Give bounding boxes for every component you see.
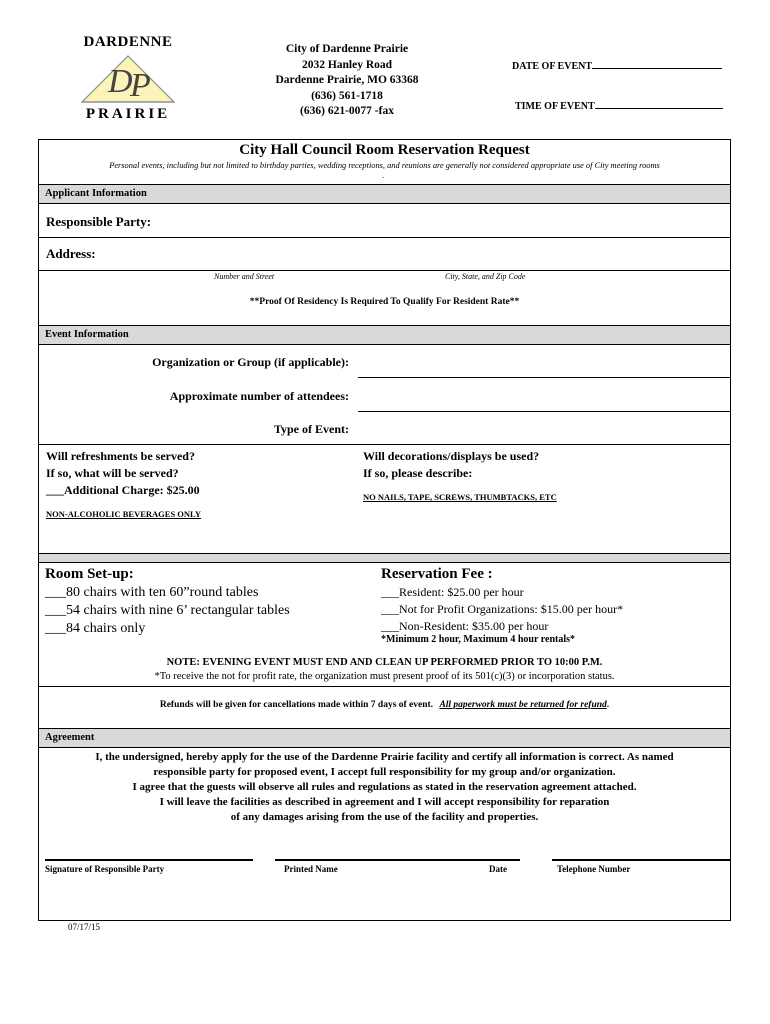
refund-policy-text: Refunds will be given for cancellations made within 7 days of event. — [159, 700, 434, 710]
room-option-round-tables[interactable]: ___80 chairs with ten 60”round tables — [45, 585, 259, 600]
agreement-line: I agree that the guests will observe all rules and regulations as stated in the reservation agreement attached. — [132, 781, 637, 793]
event-type-input[interactable] — [358, 418, 730, 444]
printed-name-label: Printed Name — [284, 864, 338, 874]
form-title: City Hall Council Room Reservation Request — [239, 142, 530, 158]
logo-monogram-p: P — [130, 67, 151, 104]
evening-event-note: NOTE: EVENING EVENT MUST END AND CLEAN UP PERFORMED PRIOR TO 10:00 P.M. — [166, 657, 603, 668]
date-of-event-label: DATE OF EVENT — [512, 61, 593, 72]
signature-label: Signature of Responsible Party — [45, 864, 165, 874]
minimum-rental-note: *Minimum 2 hour, Maximum 4 hour rentals* — [381, 634, 575, 645]
fee-option-nonresident[interactable]: ___Non-Resident: $35.00 per hour — [381, 619, 549, 633]
signature-line[interactable] — [45, 859, 253, 861]
address-input[interactable] — [110, 246, 720, 266]
city-logo — [72, 34, 184, 124]
organization-label: Organization or Group (if applicable): — [152, 355, 349, 369]
org-line: (636) 621-0077 -fax — [300, 105, 394, 117]
date-label: Date — [489, 864, 507, 874]
spacer-bar — [39, 554, 730, 563]
fee-options — [381, 584, 623, 635]
printed-name-line[interactable] — [275, 859, 520, 861]
org-line: City of Dardenne Prairie — [285, 43, 409, 55]
room-setup-title: Room Set-up: — [45, 566, 134, 582]
room-option-chairs-only[interactable]: ___84 chairs only — [45, 621, 146, 636]
event-section-header: Event Information — [39, 325, 730, 345]
city-state-zip-caption: City, State, and Zip Code — [445, 272, 526, 281]
fee-option-nonprofit[interactable]: ___Not for Profit Organizations: $15.00 per hour* — [381, 602, 624, 616]
telephone-line[interactable] — [552, 859, 730, 861]
divider — [39, 270, 730, 271]
date-of-event-line[interactable] — [592, 68, 722, 69]
logo-bottom-text: PRAIRIE — [85, 106, 171, 122]
number-street-caption: Number and Street — [214, 272, 275, 281]
divider — [39, 686, 730, 687]
no-nails-note: NO NAILS, TAPE, SCREWS, THUMBTACKS, ETC — [363, 492, 557, 502]
refund-period: . — [606, 700, 610, 710]
attendees-input[interactable] — [358, 384, 730, 412]
agreement-line: I, the undersigned, hereby apply for the use of the Dardenne Prairie facility and certify all information is correct. As named — [95, 751, 674, 763]
refreshments-question: Will refreshments be served? — [46, 449, 195, 463]
responsible-party-input[interactable] — [160, 214, 720, 234]
divider — [39, 237, 730, 238]
proof-of-residency-note: **Proof Of Residency Is Required To Qualify For Resident Rate** — [249, 297, 520, 307]
organization-input[interactable] — [358, 352, 730, 378]
non-alcoholic-note: NON-ALCOHOLIC BEVERAGES ONLY — [46, 509, 202, 519]
org-line: (636) 561-1718 — [311, 89, 383, 102]
room-option-rect-tables[interactable]: ___54 chairs with nine 6’ rectangular tables — [45, 603, 290, 618]
logo-monogram-d: D — [108, 63, 133, 100]
address-label: Address: — [46, 246, 96, 261]
form-note: Personal events, including but not limited to birthday parties, wedding receptions, and reunions are generally not considered appropriate use of City meeting rooms — [109, 161, 660, 170]
org-line: 2032 Hanley Road — [301, 58, 393, 71]
time-of-event-field[interactable] — [515, 101, 723, 112]
attendees-label: Approximate number of attendees: — [169, 389, 349, 403]
fee-option-resident[interactable]: ___Resident: $25.00 per hour — [381, 585, 524, 599]
room-setup-options — [45, 584, 290, 638]
decorations-question: Will decorations/displays be used? — [363, 449, 540, 463]
city-address-block — [252, 42, 442, 120]
telephone-label: Telephone Number — [557, 864, 631, 874]
decorations-describe: If so, please describe: — [363, 466, 473, 480]
agreement-section-header: Agreement — [39, 728, 730, 748]
paperwork-note: All paperwork must be returned for refund — [439, 700, 607, 710]
agreement-text — [42, 750, 727, 825]
refreshments-block — [46, 448, 200, 499]
logo-emblem-icon — [78, 52, 178, 106]
agreement-line: I will leave the facilities as described in agreement and I will accept responsibility for reparation — [159, 796, 610, 808]
date-of-event-field[interactable] — [512, 61, 722, 72]
event-type-label: Type of Event: — [273, 422, 349, 436]
agreement-line: responsible party for proposed event, I accept full responsibility for my group and/or organization. — [153, 766, 616, 778]
divider — [39, 444, 730, 445]
logo-top-text: DARDENNE — [83, 34, 173, 50]
responsible-party-label: Responsible Party: — [46, 214, 152, 229]
revision-date: 07/17/15 — [68, 922, 101, 932]
form-note-dot: . — [382, 171, 384, 180]
decorations-block — [363, 448, 539, 482]
org-line: Dardenne Prairie, MO 63368 — [275, 74, 419, 86]
refreshments-what: If so, what will be served? — [46, 466, 179, 480]
applicant-section-header: Applicant Information — [39, 184, 730, 204]
additional-charge-option[interactable]: ___Additional Charge: $25.00 — [46, 483, 200, 497]
time-of-event-line[interactable] — [595, 108, 723, 109]
nonprofit-proof-note: *To receive the not for profit rate, the organization must present proof of its 501(c)(3) or incorporation status. — [154, 671, 615, 682]
refund-policy — [39, 700, 730, 710]
time-of-event-label: TIME OF EVENT — [515, 101, 595, 112]
reservation-fee-title: Reservation Fee : — [381, 566, 493, 582]
agreement-line: of any damages arising from the use of the facility and properties. — [230, 811, 539, 823]
